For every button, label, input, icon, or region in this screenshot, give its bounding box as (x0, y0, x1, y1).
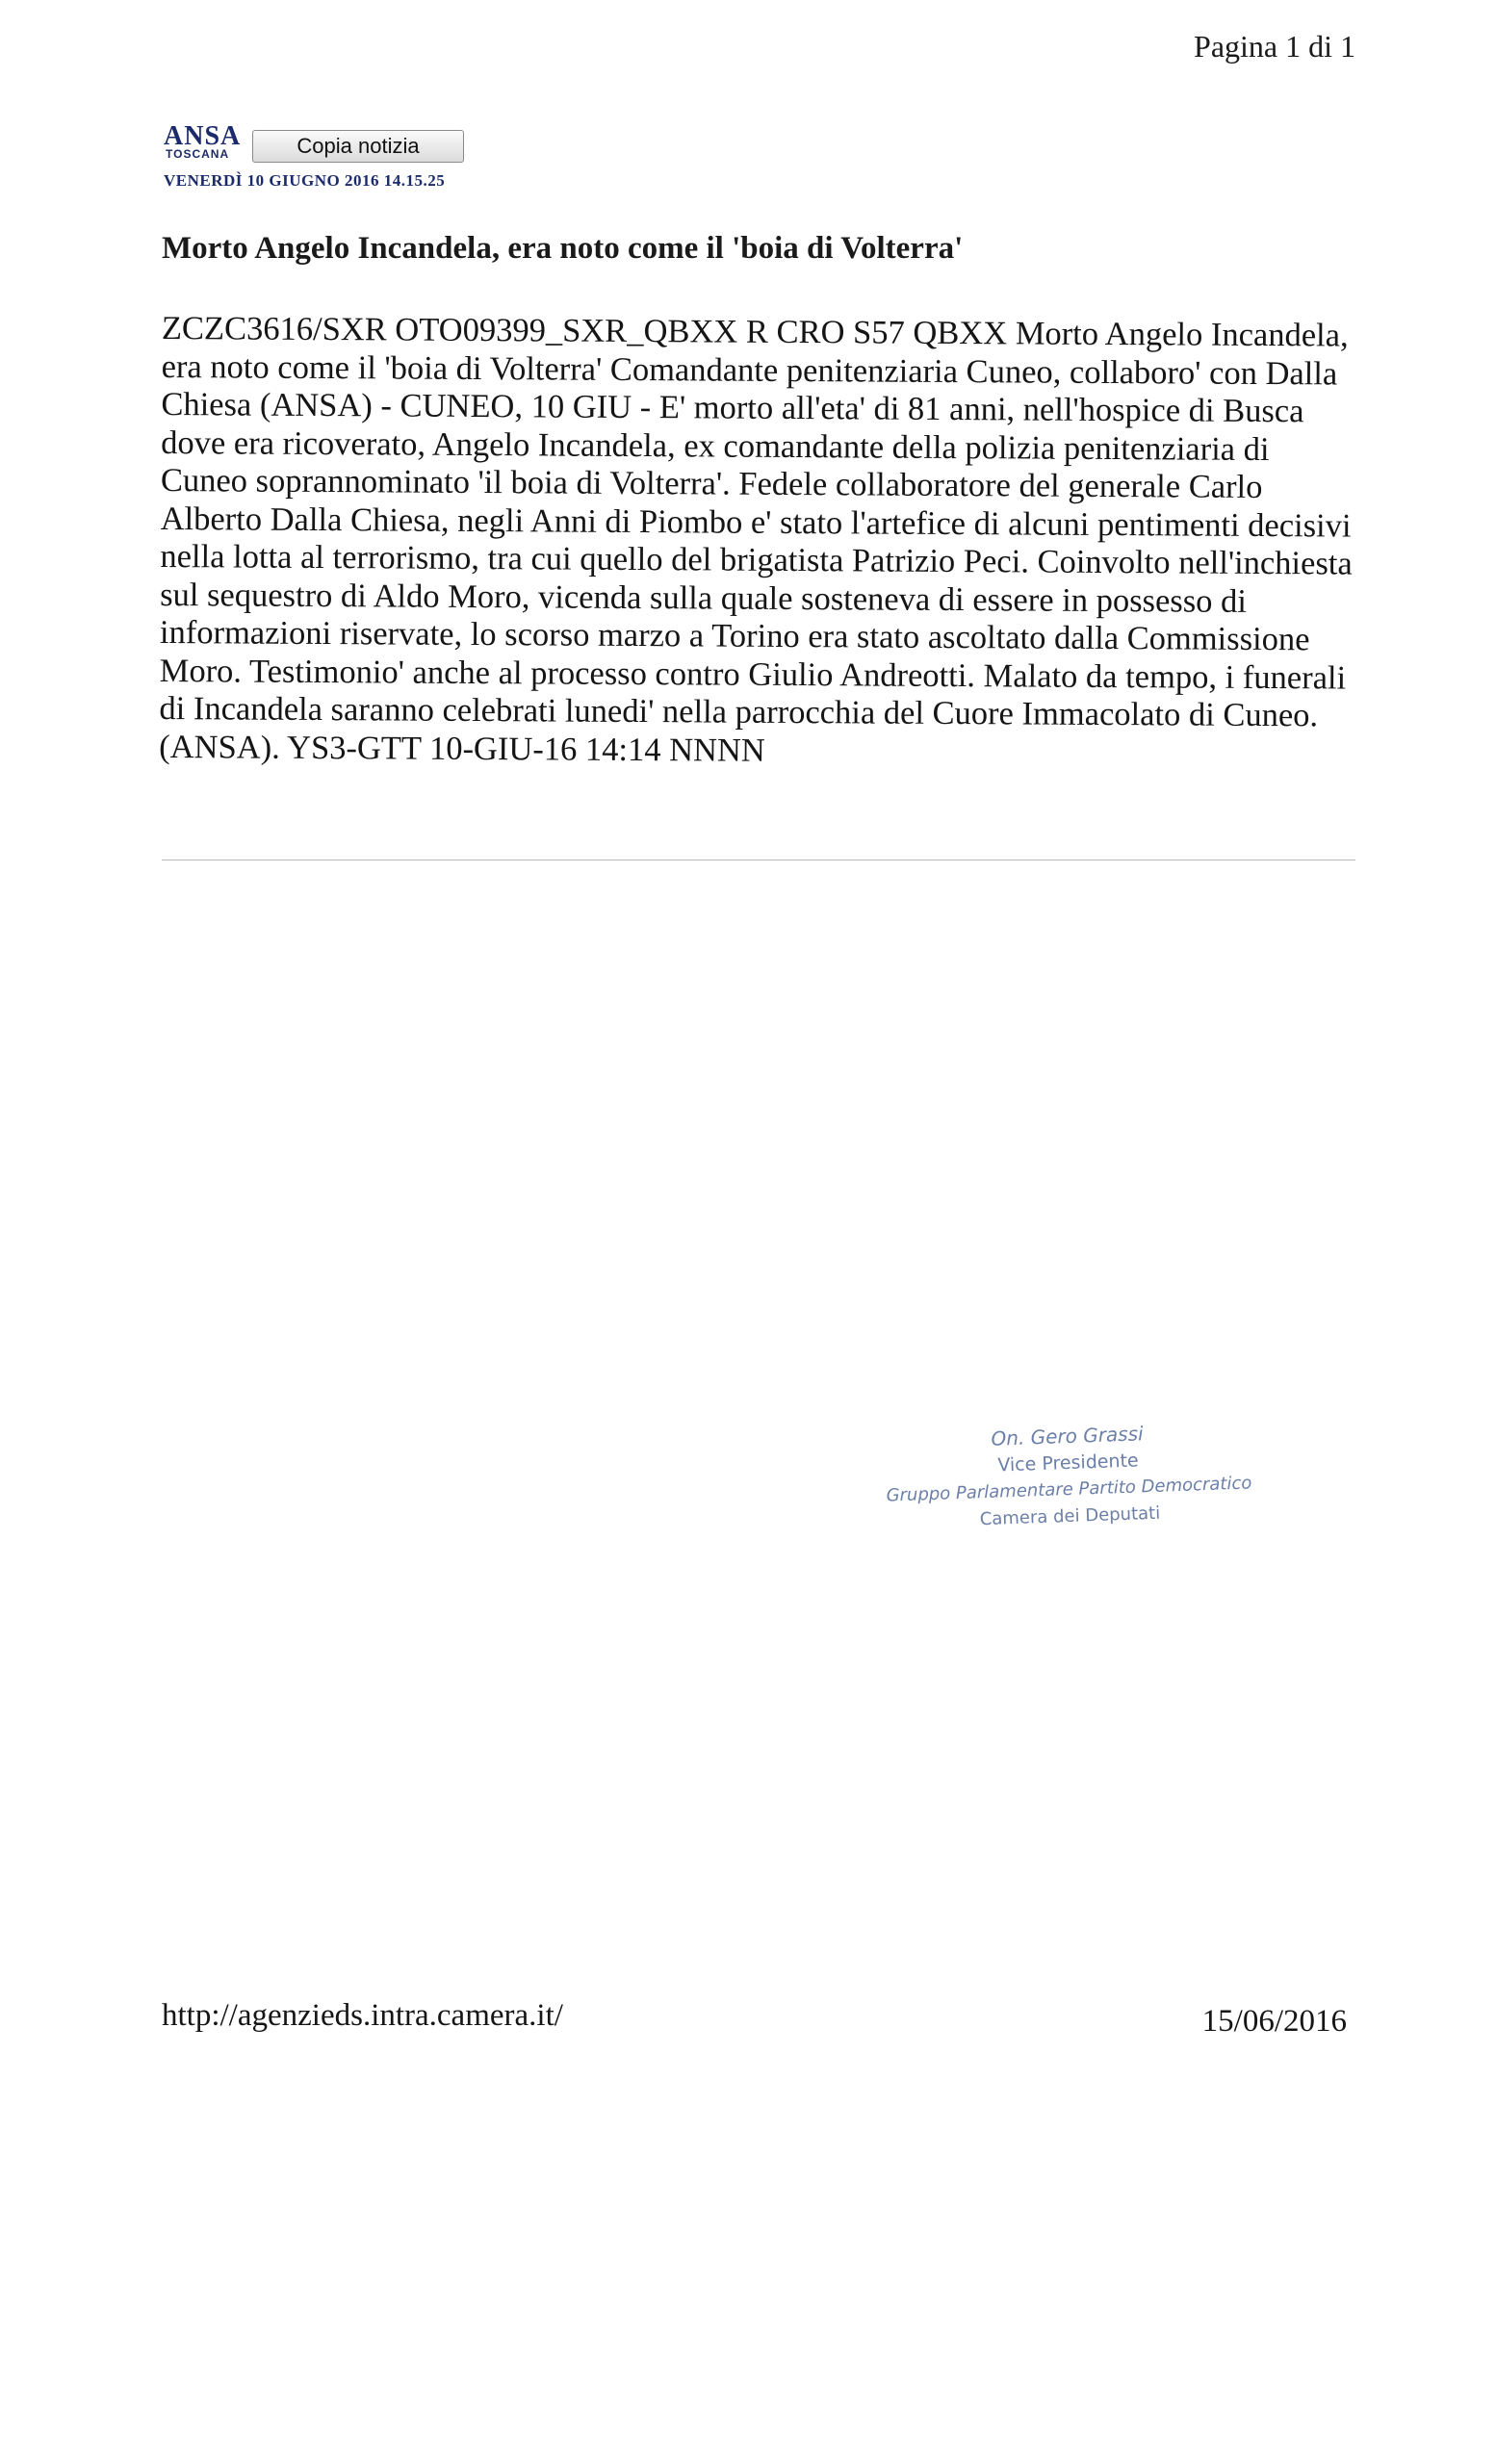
copy-news-button[interactable]: Copia notizia (252, 130, 464, 163)
logo-word: ANSA (164, 121, 242, 151)
article-body: ZCZC3616/SXR OTO09399_SXR_QBXX R CRO S57 QBXX Morto Angelo Incandela, era noto come il 'boia di Volterra' Comandante penitenziaria Cuneo, collaboro' con Dalla Chiesa (ANSA) - CUNEO, 10 GIU - E' morto all'eta' di 81 anni, nell'hospice di Busca dove era ricoverato, Angelo Incandela, ex comandante della polizia penitenziaria di Cuneo soprannominato 'il boia di Volterra'. Fedele collaboratore del generale Carlo Alberto Dalla Chiesa, negli Anni di Piombo e' stato l'artefice di alcuni pentimenti decisivi nella lotta al terrorismo, tra cui quello del brigatista Patrizio Peci. Coinvolto nell'inchiesta sul sequestro di Aldo Moro, vicenda sulla quale sosteneva di essere in possesso di informazioni riservate, lo scorso marzo a Torino era stato ascoltato dalla Commissione Moro. Testimonio' anche al processo contro Giulio Andreotti. Malato da tempo, i funerali di Incandela saranno celebrati lunedi' nella parrocchia del Cuore Immacolato di Cuneo. (ANSA). YS3-GTT 10-GIU-16 14:14 NNNN (159, 310, 1353, 769)
stamp-chamber: Camera dei Deputati (979, 1502, 1161, 1530)
page-number-header: Pagina 1 di 1 (1194, 29, 1355, 64)
dateline: VENERDÌ 10 GIUGNO 2016 14.15.25 (164, 171, 446, 190)
footer-date: 15/06/2016 (1201, 2004, 1347, 2039)
deputy-stamp (845, 1415, 1292, 1538)
article-headline: Morto Angelo Incandela, era noto come il 'boia di Volterra' (162, 231, 964, 266)
logo-region: TOSCANA (166, 147, 230, 161)
footer-url: http://agenzieds.intra.camera.it/ (162, 1998, 563, 2033)
stamp-name: On. Gero Grassi (991, 1422, 1144, 1450)
stamp-title: Vice Presidente (996, 1450, 1140, 1476)
stamp-group: Gruppo Parlamentare Partito Democratico (886, 1473, 1252, 1506)
ansa-logo (164, 123, 252, 166)
brand-row (164, 123, 510, 169)
